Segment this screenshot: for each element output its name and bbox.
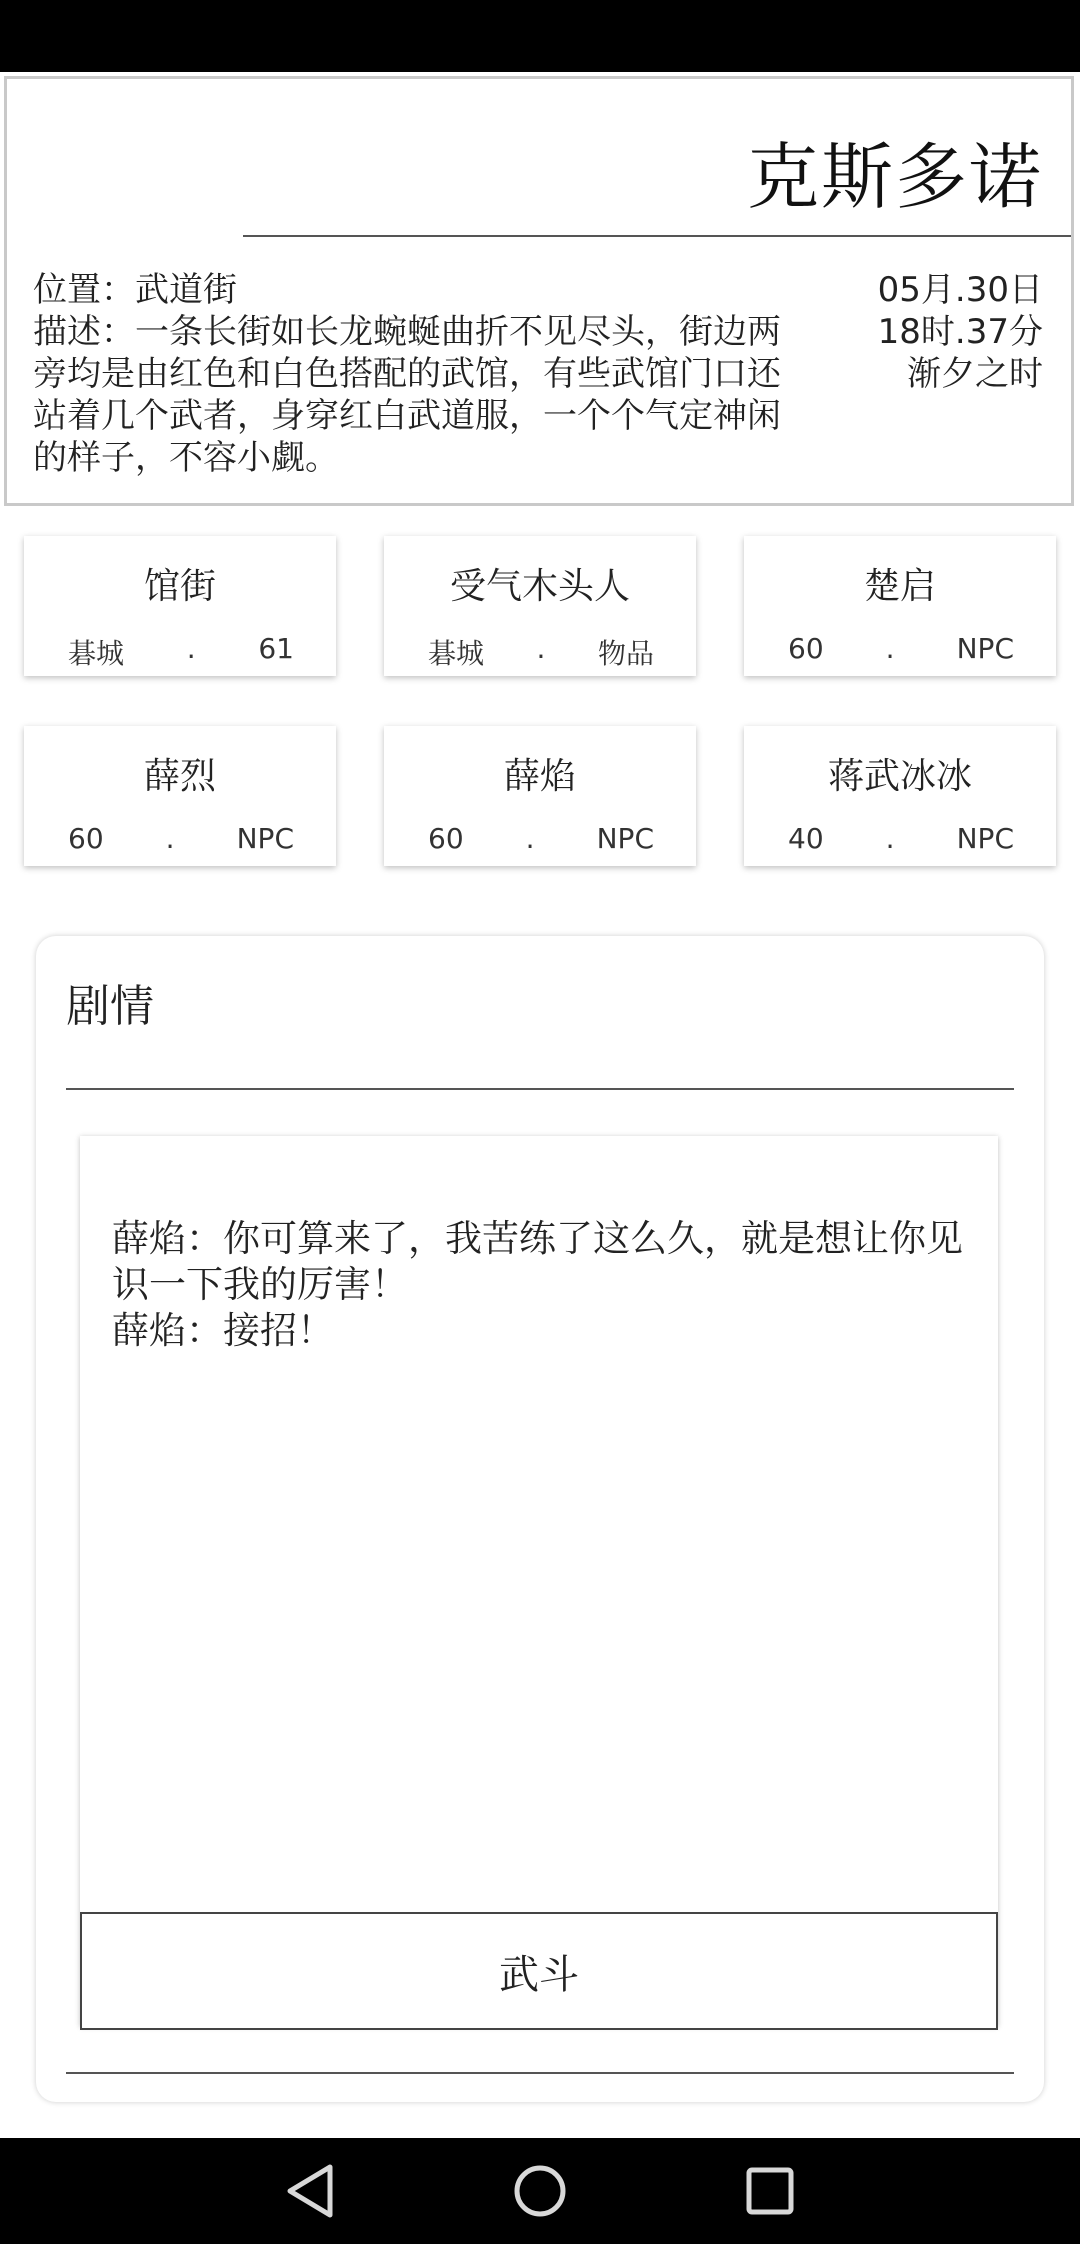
card-sub-left: 碁城 (428, 637, 485, 670)
game-time (878, 269, 1043, 395)
card-subtitle (24, 822, 336, 855)
header-divider (243, 235, 1071, 237)
card-wooden-dummy[interactable] (384, 536, 696, 676)
card-xue-lie[interactable] (24, 726, 336, 866)
card-sub-right: NPC (596, 822, 654, 855)
card-subtitle (744, 822, 1056, 855)
recents-icon[interactable] (700, 2138, 840, 2244)
card-subtitle (24, 632, 336, 672)
story-divider-top (66, 1088, 1014, 1090)
card-chu-qi[interactable] (744, 536, 1056, 676)
card-sub-right: NPC (956, 632, 1014, 665)
card-sub-sep: . (186, 632, 196, 665)
card-jiang-wu-bingbing[interactable] (744, 726, 1056, 866)
card-title: 楚启 (863, 566, 936, 607)
card-sub-left: 碁城 (68, 637, 125, 670)
card-sub-left: 40 (788, 822, 824, 855)
character-name: 克斯多诺 (746, 135, 1043, 219)
card-sub-right: NPC (236, 822, 294, 855)
fight-button[interactable]: 武斗 (80, 1912, 998, 2030)
card-subtitle (384, 822, 696, 855)
card-subtitle (384, 632, 696, 672)
back-icon[interactable] (240, 2138, 380, 2244)
card-sub-sep: . (525, 822, 535, 855)
description-text: 描述：一条长街如长龙蜿蜒曲折不见尽头，街边两旁均是由红色和白色搭配的武馆，有些武馆门口还站着几个武者，身穿红白武道服，一个个气定神闲的样子，不容小觑。 (33, 312, 781, 478)
status-bar (0, 0, 1080, 72)
time-text: 18时.37分 (877, 312, 1043, 352)
date-text: 05月.30日 (877, 270, 1043, 310)
card-xue-yan[interactable] (384, 726, 696, 866)
scene-header (4, 76, 1074, 506)
card-sub-left: 60 (428, 822, 464, 855)
period-text: 渐夕之时 (907, 354, 1043, 394)
card-subtitle (744, 632, 1056, 665)
story-title: 剧情 (66, 981, 154, 1032)
card-sub-sep: . (885, 632, 895, 665)
card-title: 薛焰 (503, 756, 576, 797)
card-sub-right: NPC (956, 822, 1014, 855)
navigation-bar (0, 2138, 1080, 2244)
card-sub-left: 60 (788, 632, 824, 665)
story-divider-bottom (66, 2072, 1014, 2074)
card-sub-sep: . (165, 822, 175, 855)
card-guan-jie[interactable] (24, 536, 336, 676)
card-title: 馆街 (143, 566, 216, 607)
dialog-text: 薛焰：你可算来了，我苦练了这么久，就是想让你见识一下我的厉害！ 薛焰：接招！ (112, 1217, 963, 1352)
home-icon[interactable] (470, 2138, 610, 2244)
card-title: 薛烈 (143, 756, 216, 797)
card-sub-right: 61 (258, 632, 294, 665)
card-sub-sep: . (885, 822, 895, 855)
card-sub-left: 60 (68, 822, 104, 855)
scene-info (33, 269, 803, 479)
story-panel (36, 936, 1044, 2102)
card-sub-sep: . (536, 632, 546, 665)
dialog-box (80, 1136, 998, 2026)
card-sub-right: 物品 (597, 637, 654, 670)
card-title: 蒋武冰冰 (827, 756, 972, 797)
location-text: 位置：武道街 (33, 270, 237, 310)
card-title: 受气木头人 (449, 566, 630, 607)
